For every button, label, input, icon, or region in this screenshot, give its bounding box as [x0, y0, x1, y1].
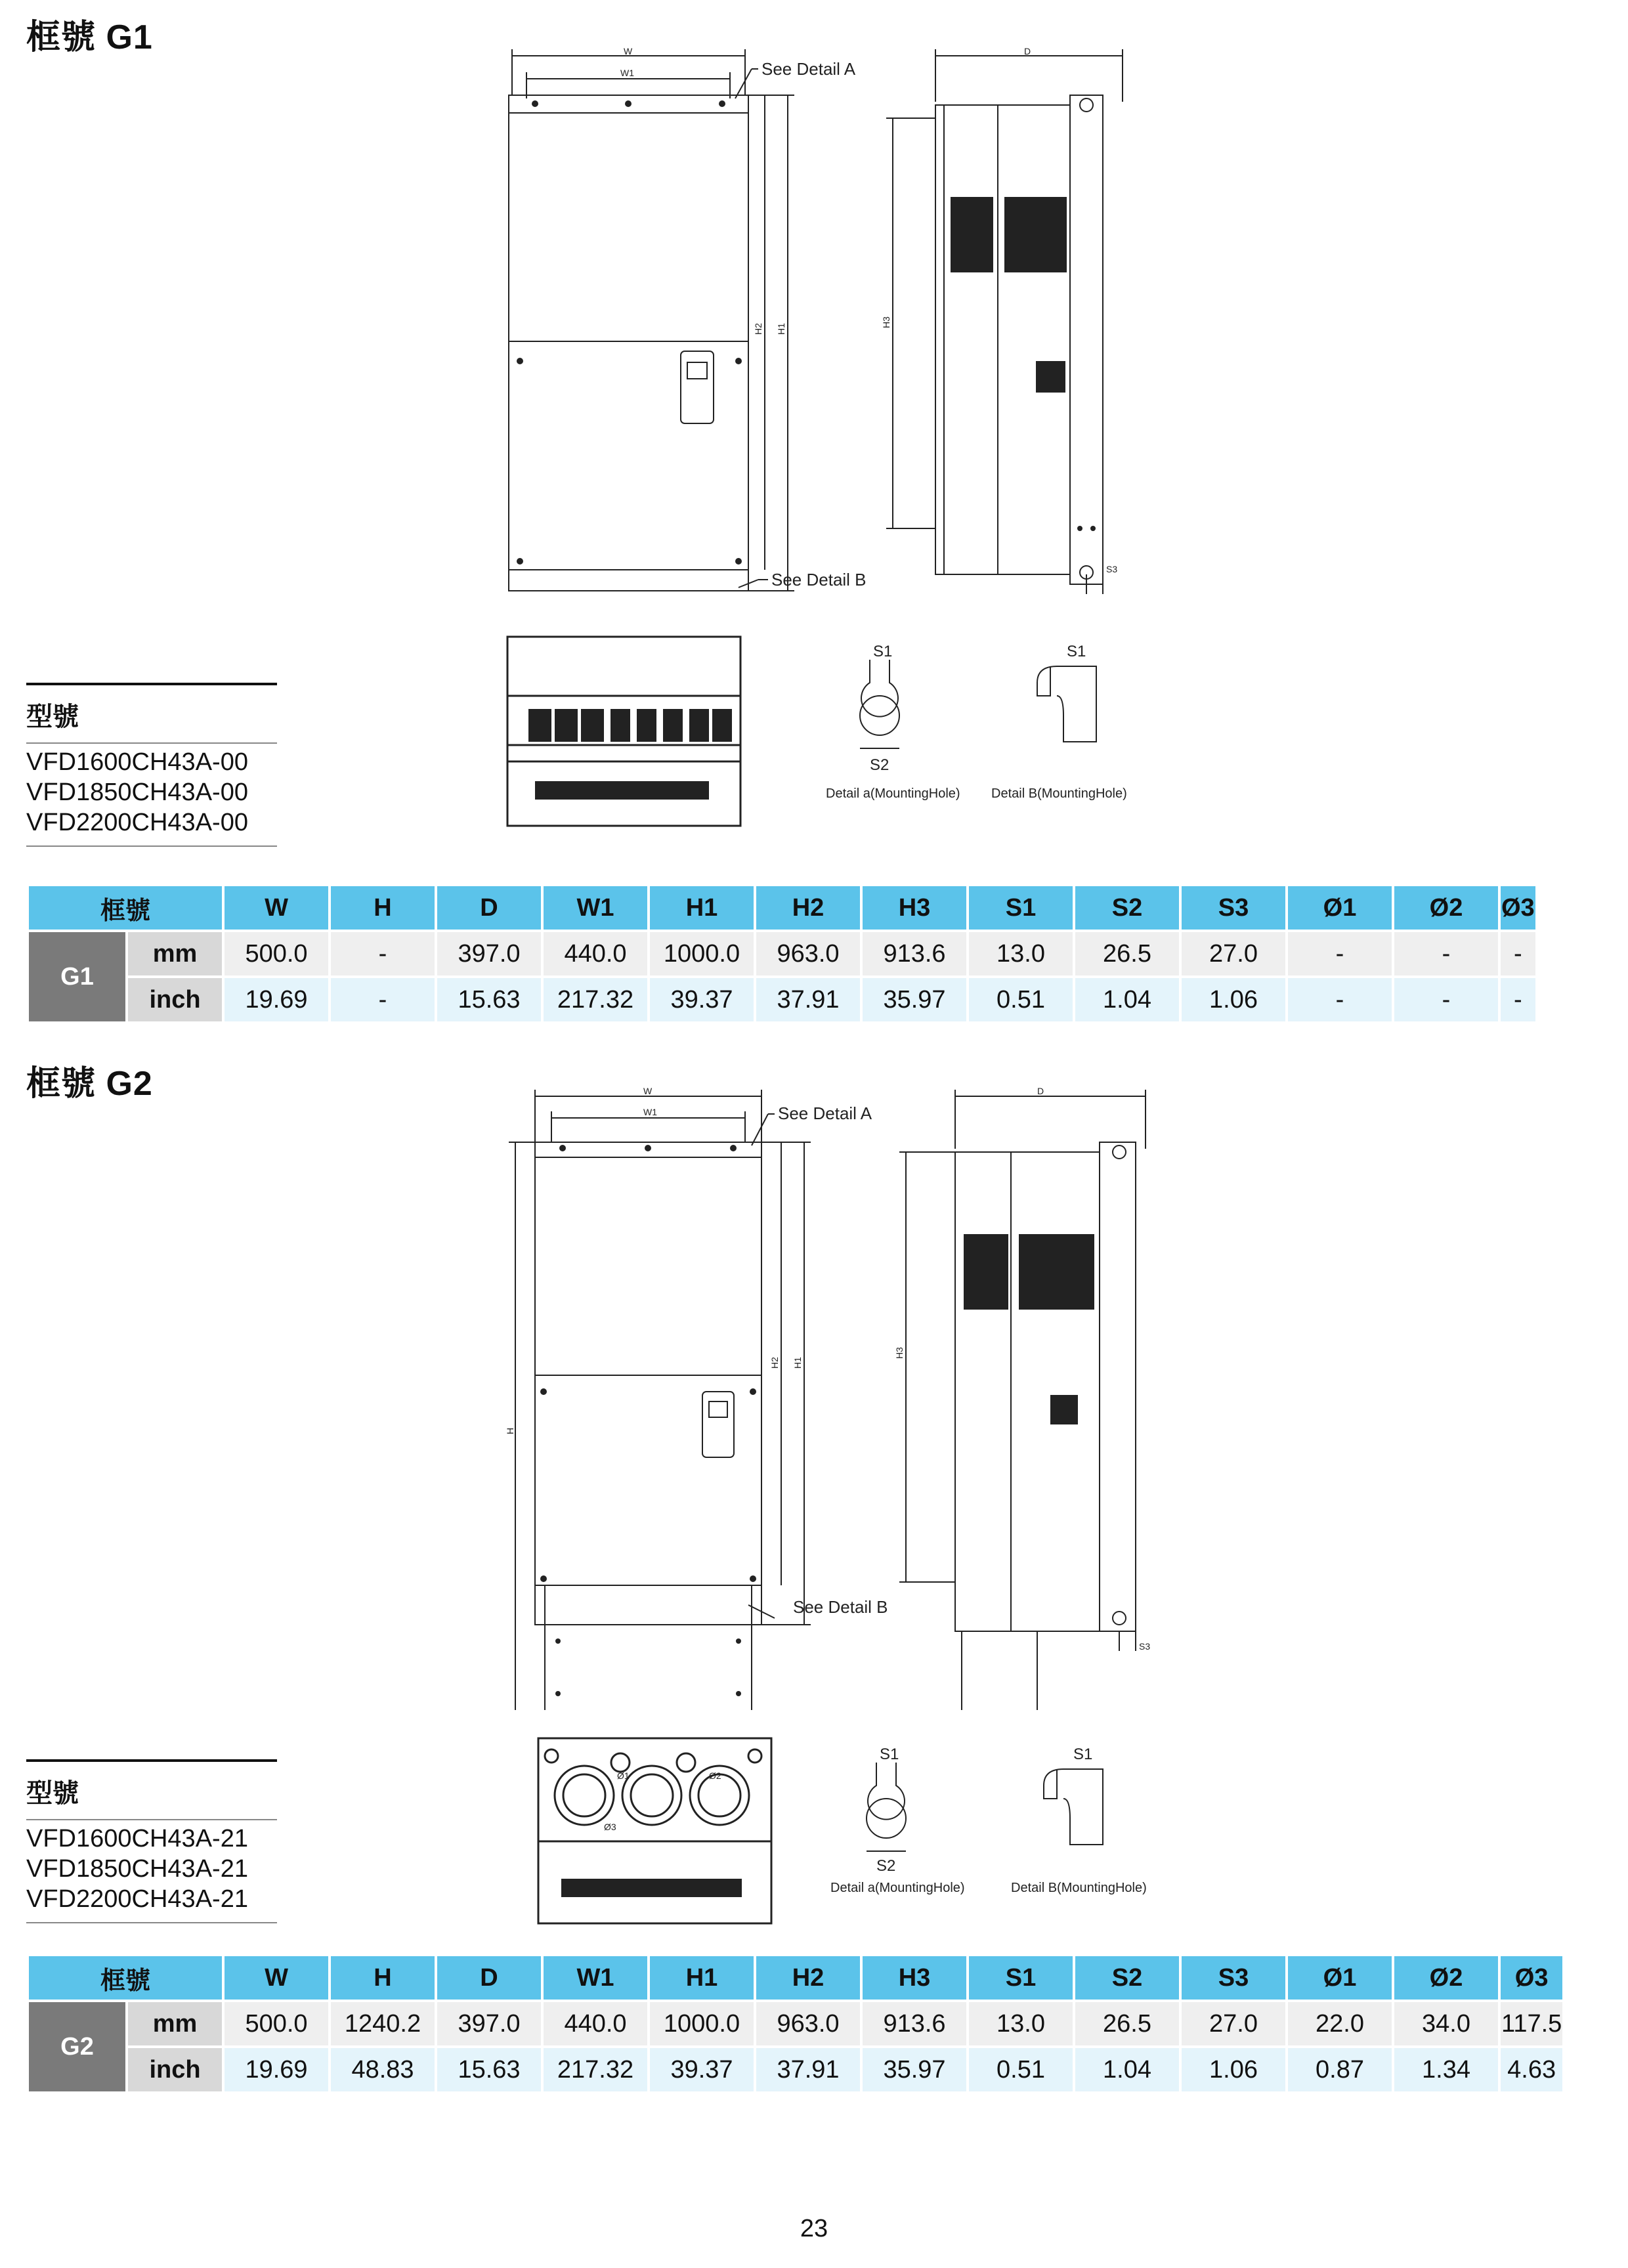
g2-bottom-phi1: Ø1	[617, 1770, 630, 1781]
table-cell: 500.0	[225, 932, 328, 975]
unit-cell: inch	[128, 978, 222, 1021]
g1-th-s2: S2	[1075, 886, 1179, 930]
g1-dim-h3: H3	[881, 316, 891, 328]
table-cell: 48.83	[331, 2048, 435, 2091]
g2-dim-w: W	[643, 1086, 653, 1096]
g2-table-header-row	[29, 1956, 1562, 2000]
table-cell: 39.37	[650, 2048, 754, 2091]
table-row	[29, 2048, 1562, 2091]
table-cell: 22.0	[1288, 2002, 1392, 2045]
g2-dim-h1: H1	[792, 1357, 803, 1369]
table-cell: 1000.0	[650, 2002, 754, 2045]
g1-bottom-and-detail-drawing	[505, 630, 1162, 827]
table-cell: 1.34	[1394, 2048, 1498, 2091]
g1-detail-a-s2: S2	[870, 756, 889, 774]
table-cell: -	[1501, 978, 1535, 1021]
g1-model-2: VFD1850CH43A-00	[26, 779, 248, 806]
g2-dim-w1: W1	[643, 1107, 657, 1117]
g2-front-side-drawing	[499, 1080, 1168, 1710]
g2-spec-table	[26, 1954, 1565, 2094]
table-cell: 217.32	[544, 978, 647, 1021]
g2-th-s2: S2	[1075, 1956, 1179, 2000]
g1-title: 框號 G1	[26, 18, 153, 56]
g1-table-header-row	[29, 886, 1535, 930]
g2-th-phi1: Ø1	[1288, 1956, 1392, 2000]
g2-model-label: 型號	[26, 1759, 277, 1820]
g1-see-detail-b: See Detail B	[771, 570, 867, 589]
table-cell: 0.51	[969, 978, 1073, 1021]
table-cell: -	[1394, 932, 1498, 975]
g1-model-list	[26, 740, 277, 847]
g1-frame-cell: G1	[29, 932, 125, 1021]
table-cell: 35.97	[863, 2048, 966, 2091]
g1-th-h1: H1	[650, 886, 754, 930]
table-cell: 0.51	[969, 2048, 1073, 2091]
g2-dim-h2: H2	[769, 1357, 780, 1369]
table-cell: 1.06	[1182, 978, 1285, 1021]
g1-model-1: VFD1600CH43A-00	[26, 748, 248, 776]
g1-dim-w: W	[624, 46, 633, 56]
unit-cell: inch	[128, 2048, 222, 2091]
table-row	[29, 932, 1535, 975]
table-cell: 15.63	[437, 978, 541, 1021]
table-row	[29, 978, 1535, 1021]
g1-th-phi3: Ø3	[1501, 886, 1535, 930]
g2-see-detail-b: See Detail B	[793, 1597, 888, 1617]
table-cell: -	[1394, 978, 1498, 1021]
table-cell: 19.69	[225, 2048, 328, 2091]
g2-model-1: VFD1600CH43A-21	[26, 1825, 248, 1852]
table-row	[29, 2002, 1562, 2045]
table-cell: -	[331, 978, 435, 1021]
table-cell: -	[331, 932, 435, 975]
table-cell: 397.0	[437, 932, 541, 975]
g2-model-list	[26, 1817, 277, 1923]
table-cell: 1.06	[1182, 2048, 1285, 2091]
g2-model-3: VFD2200CH43A-21	[26, 1885, 248, 1913]
g2-detail-b-s1: S1	[1073, 1745, 1093, 1763]
g1-detail-a-s1: S1	[873, 643, 893, 660]
g1-dim-d: D	[1024, 46, 1031, 56]
g2-dim-h: H	[505, 1427, 515, 1434]
g2-detail-a-s2: S2	[876, 1857, 896, 1875]
g1-th-s1: S1	[969, 886, 1073, 930]
table-cell: 913.6	[863, 932, 966, 975]
g2-th-w: W	[225, 1956, 328, 2000]
g1-th-w1: W1	[544, 886, 647, 930]
table-cell: 963.0	[756, 2002, 860, 2045]
table-cell: 397.0	[437, 2002, 541, 2045]
g1-dim-h1: H1	[776, 323, 786, 335]
g2-dim-d: D	[1037, 1086, 1044, 1096]
table-cell: 39.37	[650, 978, 754, 1021]
table-cell: 26.5	[1075, 2002, 1179, 2045]
g1-dim-w1: W1	[620, 68, 634, 78]
g2-th-frame: 框號	[29, 1956, 222, 2000]
table-cell: 963.0	[756, 932, 860, 975]
table-cell: -	[1501, 932, 1535, 975]
table-cell: 117.5	[1501, 2002, 1562, 2045]
g1-see-detail-a: See Detail A	[761, 59, 856, 79]
table-cell: 217.32	[544, 2048, 647, 2091]
g1-model-3: VFD2200CH43A-00	[26, 809, 248, 836]
g2-th-phi2: Ø2	[1394, 1956, 1498, 2000]
table-cell: -	[1288, 978, 1392, 1021]
table-cell: 27.0	[1182, 932, 1285, 975]
g2-model-2: VFD1850CH43A-21	[26, 1855, 248, 1883]
unit-cell: mm	[128, 2002, 222, 2045]
g2-frame-cell: G2	[29, 2002, 125, 2091]
g1-front-side-drawing	[499, 39, 1155, 630]
g2-title: 框號 G2	[26, 1065, 153, 1103]
g2-dim-s3: S3	[1139, 1641, 1151, 1652]
page-number: 23	[800, 2215, 828, 2242]
table-cell: 26.5	[1075, 932, 1179, 975]
g2-th-h2: H2	[756, 1956, 860, 2000]
table-cell: 4.63	[1501, 2048, 1562, 2091]
g2-th-d: D	[437, 1956, 541, 2000]
g1-th-w: W	[225, 886, 328, 930]
table-cell: 500.0	[225, 2002, 328, 2045]
g2-bottom-phi2: Ø2	[709, 1770, 721, 1781]
g2-th-s1: S1	[969, 1956, 1073, 2000]
g1-dim-h2: H2	[753, 323, 763, 335]
table-cell: 37.91	[756, 978, 860, 1021]
table-cell: 13.0	[969, 2002, 1073, 2045]
g1-dim-s3: S3	[1106, 564, 1118, 574]
g1-th-h: H	[331, 886, 435, 930]
g2-detail-a-caption: Detail a(MountingHole)	[830, 1881, 965, 1895]
g2-detail-b-caption: Detail B(MountingHole)	[1011, 1881, 1147, 1895]
table-cell: 34.0	[1394, 2002, 1498, 2045]
table-cell: 15.63	[437, 2048, 541, 2091]
table-cell: 913.6	[863, 2002, 966, 2045]
table-cell: 440.0	[544, 2002, 647, 2045]
g1-detail-b-s1: S1	[1067, 643, 1086, 660]
g2-th-h1: H1	[650, 1956, 754, 2000]
g2-bottom-and-detail-drawing	[532, 1733, 1188, 1930]
table-cell: 1000.0	[650, 932, 754, 975]
table-cell: 440.0	[544, 932, 647, 975]
table-cell: 1240.2	[331, 2002, 435, 2045]
table-cell: 19.69	[225, 978, 328, 1021]
g2-th-phi3: Ø3	[1501, 1956, 1562, 2000]
table-cell: 1.04	[1075, 978, 1179, 1021]
g2-th-h3: H3	[863, 1956, 966, 2000]
g2-detail-a-s1: S1	[880, 1745, 899, 1763]
g1-th-d: D	[437, 886, 541, 930]
g1-detail-b-caption: Detail B(MountingHole)	[991, 786, 1127, 801]
g2-see-detail-a: See Detail A	[778, 1103, 872, 1123]
g1-th-h2: H2	[756, 886, 860, 930]
table-cell: 0.87	[1288, 2048, 1392, 2091]
g2-th-s3: S3	[1182, 1956, 1285, 2000]
unit-cell: mm	[128, 932, 222, 975]
table-cell: 35.97	[863, 978, 966, 1021]
g2-bottom-phi3: Ø3	[604, 1822, 616, 1832]
g1-detail-a-caption: Detail a(MountingHole)	[826, 786, 960, 801]
table-cell: 1.04	[1075, 2048, 1179, 2091]
g2-th-h: H	[331, 1956, 435, 2000]
g1-spec-table	[26, 884, 1538, 1024]
table-cell: 37.91	[756, 2048, 860, 2091]
table-cell: 27.0	[1182, 2002, 1285, 2045]
g1-th-phi2: Ø2	[1394, 886, 1498, 930]
g1-th-s3: S3	[1182, 886, 1285, 930]
table-cell: 13.0	[969, 932, 1073, 975]
g2-th-w1: W1	[544, 1956, 647, 2000]
g1-th-h3: H3	[863, 886, 966, 930]
g1-model-label: 型號	[26, 683, 277, 744]
table-cell: -	[1288, 932, 1392, 975]
g2-dim-h3: H3	[894, 1347, 905, 1359]
g1-th-phi1: Ø1	[1288, 886, 1392, 930]
g1-th-frame: 框號	[29, 886, 222, 930]
